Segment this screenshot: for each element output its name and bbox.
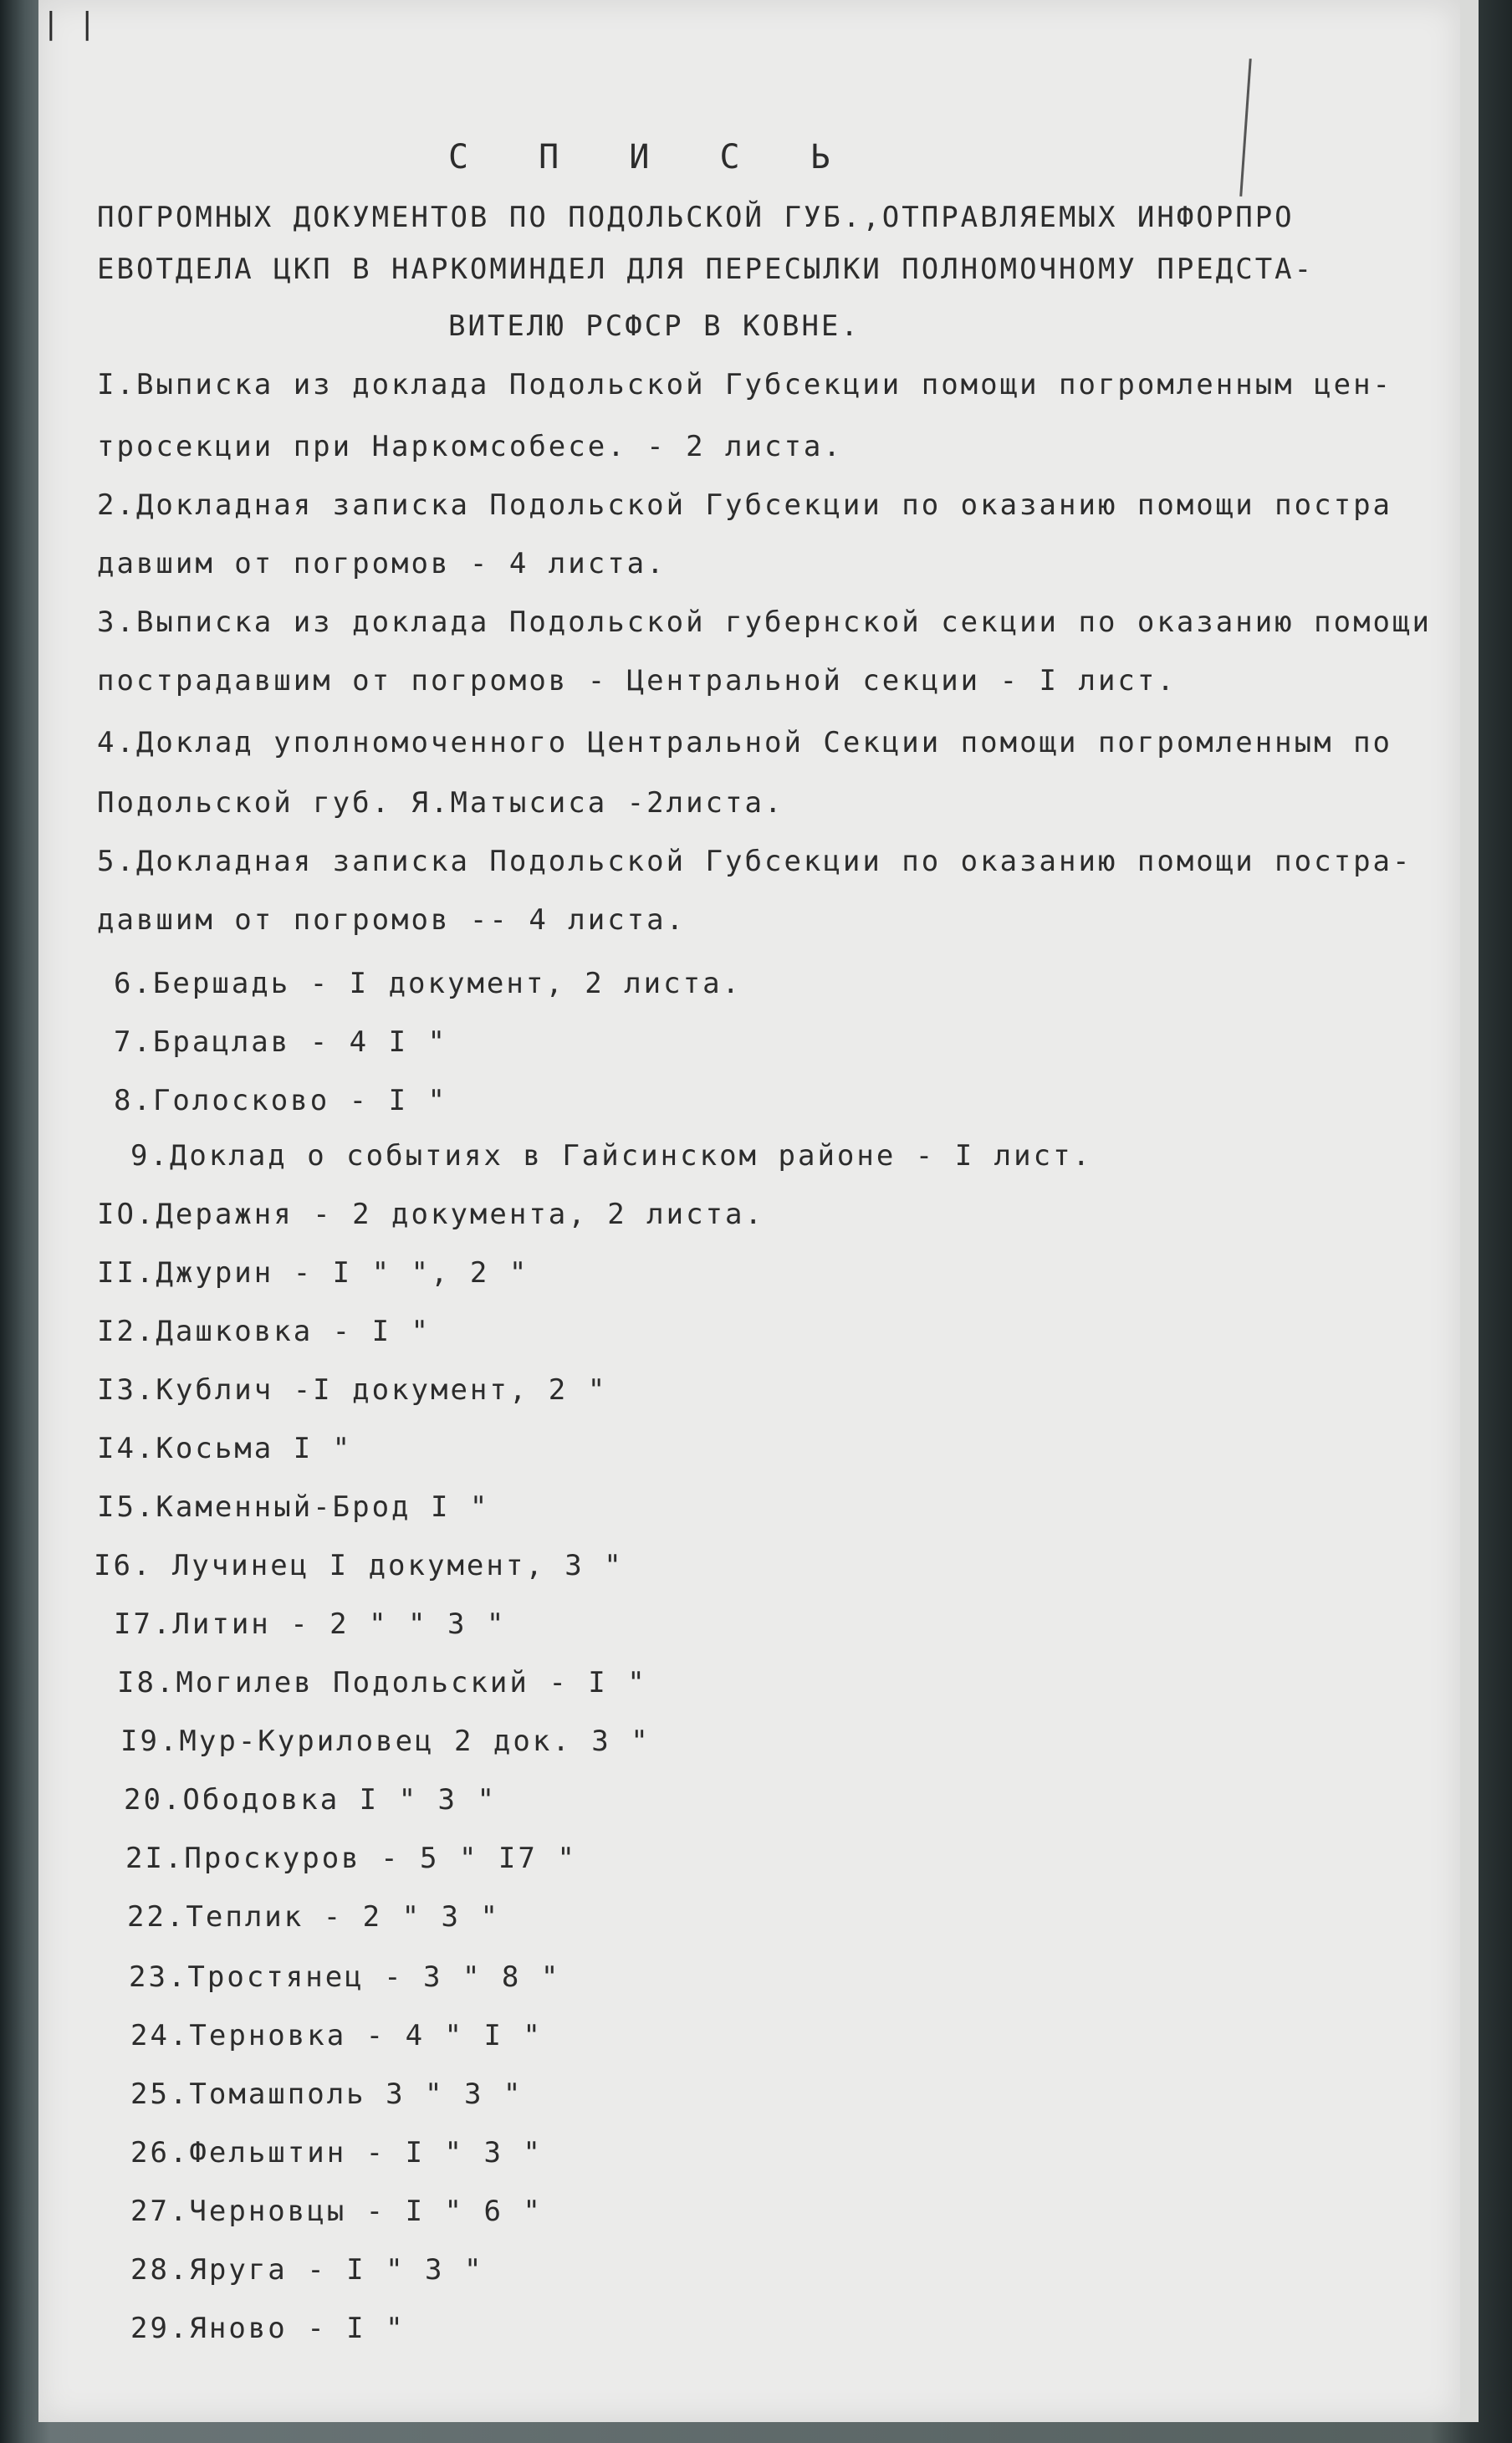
document-sheet bbox=[38, 0, 1460, 2422]
entry-line: 28.Яруга - I " 3 " bbox=[130, 2253, 484, 2287]
entry-line: 26.Фельштин - I " 3 " bbox=[130, 2136, 543, 2170]
corner-mark: | | bbox=[42, 7, 97, 41]
entry-line: IO.Деражня - 2 документа, 2 листа. bbox=[97, 1198, 764, 1231]
pencil-stroke bbox=[1239, 59, 1252, 197]
entry-line: I.Выписка из доклада Подольской Губсекции помощи погромленным цен- bbox=[97, 368, 1393, 401]
entry-line: 2.Докладная записка Подольской Губсекции по оказанию помощи постра bbox=[97, 488, 1393, 522]
entry-line: 2I.Проскуров - 5 " I7 " bbox=[125, 1842, 577, 1875]
entry-line: 9.Доклад о событиях в Гайсинском районе - I лист. bbox=[130, 1139, 1093, 1173]
entry-line: I9.Мур-Куриловец 2 док. 3 " bbox=[120, 1725, 651, 1758]
sheet-edge bbox=[1460, 0, 1479, 2422]
entry-line: 24.Терновка - 4 " I " bbox=[130, 2019, 543, 2052]
entry-line: давшим от погромов - 4 листа. bbox=[97, 547, 667, 580]
entry-line: давшим от погромов -- 4 листа. bbox=[97, 903, 687, 937]
entry-line: I6. Лучинец I документ, 3 " bbox=[94, 1549, 624, 1582]
entry-line: 8.Голосково - I " bbox=[114, 1084, 447, 1117]
entry-line: I3.Кублич -I документ, 2 " bbox=[97, 1373, 608, 1407]
entry-line: 22.Теплик - 2 " 3 " bbox=[127, 1900, 500, 1934]
heading-line-2: ЕВОТДЕЛА ЦКП В НАРКОМИНДЕЛ ДЛЯ ПЕРЕСЫЛКИ ПОЛНОМОЧНОМУ ПРЕДСТА- bbox=[97, 253, 1315, 286]
entry-line: 25.Томашполь 3 " 3 " bbox=[130, 2078, 524, 2111]
heading-line-1: ПОГРОМНЫХ ДОКУМЕНТОВ ПО ПОДОЛЬСКОЙ ГУБ.,ОТПРАВЛЯЕМЫХ ИНФОРПРО bbox=[97, 201, 1295, 234]
entry-line: I8.Могилев Подольский - I " bbox=[117, 1666, 647, 1699]
entry-line: II.Джурин - I " ", 2 " bbox=[97, 1256, 529, 1290]
entry-line: 23.Тростянец - 3 " 8 " bbox=[129, 1960, 561, 1994]
entry-line: I2.Дашковка - I " bbox=[97, 1315, 431, 1348]
entry-line: Подольской губ. Я.Матысиса -2листа. bbox=[97, 786, 784, 820]
entry-line: 27.Черновцы - I " 6 " bbox=[130, 2195, 543, 2228]
entry-line: I5.Каменный-Брод I " bbox=[97, 1490, 490, 1524]
entry-line: 6.Бершадь - I документ, 2 листа. bbox=[114, 967, 743, 1000]
entry-line: 29.Яново - I " bbox=[130, 2312, 406, 2345]
entry-line: пострадавшим от погромов - Центральной секции - I лист. bbox=[97, 664, 1177, 698]
entry-line: 20.Ободовка I " 3 " bbox=[124, 1783, 497, 1817]
entry-line: I7.Литин - 2 " " 3 " bbox=[114, 1607, 507, 1641]
entry-line: 7.Брацлав - 4 I " bbox=[114, 1025, 447, 1059]
entry-line: 5.Докладная записка Подольской Губсекции по оказанию помощи постра- bbox=[97, 845, 1412, 878]
entry-line: I4.Косьма I " bbox=[97, 1432, 353, 1465]
heading-line-3: ВИТЕЛЮ РСФСР В КОВНЕ. bbox=[448, 309, 861, 343]
entry-line: 4.Доклад уполномоченного Центральной Секции помощи погромленным по bbox=[97, 726, 1393, 759]
entry-line: 3.Выписка из доклада Подольской губернской секции по оказанию помощи bbox=[97, 606, 1432, 639]
entry-line: тросекции при Наркомсобесе. - 2 листа. bbox=[97, 430, 843, 463]
document-title: С П И С Ь bbox=[448, 138, 856, 176]
